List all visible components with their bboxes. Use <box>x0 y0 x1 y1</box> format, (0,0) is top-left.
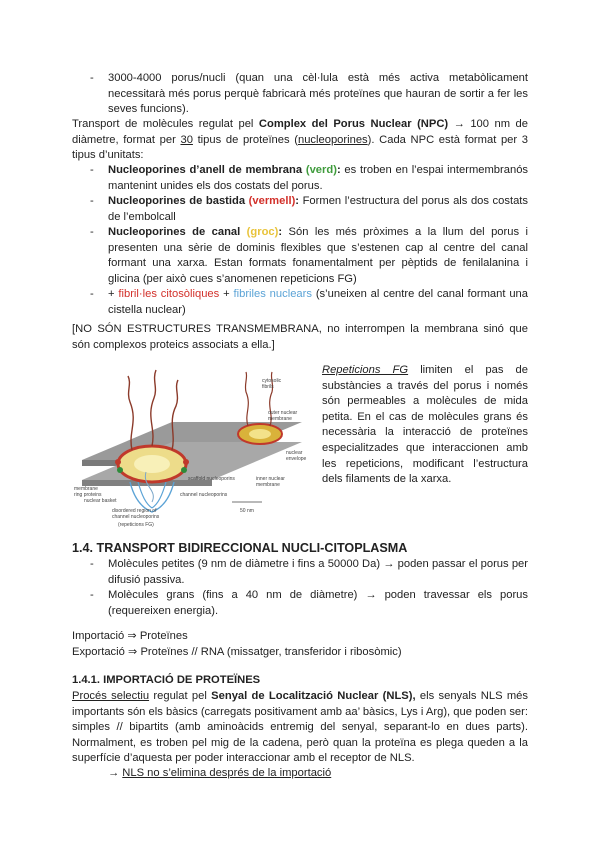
label-nuclear: nuclear <box>286 450 303 456</box>
label-inner-membrane-2: membrane <box>256 482 280 488</box>
unit-item-fibrils: + fibril·les citosòliques + fibriles nuclears (s’uneixen al centre del canal formant una cistella nuclear) <box>108 288 528 316</box>
bullet-dash: - <box>90 195 94 207</box>
label-membrane-ring: membrane <box>74 486 98 492</box>
bullet-dash: - <box>90 558 94 570</box>
bullet-dash: - <box>90 288 94 300</box>
label-outer-membrane-2: membrane <box>268 416 292 422</box>
nuclear-pore-figure <box>72 362 308 532</box>
label-basket: nuclear basket <box>84 498 117 504</box>
bullet-dash: - <box>90 164 94 176</box>
pores-per-nucleus-item: 3000-4000 porus/nucli (quan una cèl·lula està més activa metabòlicament necessitarà més porus perquè fabricarà més proteïnes que hauran de sortir a fer les seves funcions). <box>108 72 528 116</box>
nls-paragraph: Procés selectiu regulat pel Senyal de Localització Nuclear (NLS), els senyals NLS més importants són els bàsics (carregats positivament amb aa’ bàsics, Lys i Arg), que poden ser: simples // bipartits (amb aminoàcids entremig del senyal, separant-lo en dues parts). Normalment, es troben pel mig de la cadena, però quan la proteïna es plega queden a la superfície d’aquesta per poder interaccionar amb el receptor de NLS. <box>72 690 528 765</box>
import-line: Importació ⇒ Proteïnes <box>72 630 188 642</box>
unit-item-channel: Nucleoporines de canal (groc): Són les més pròximes a la llum del porus i presenten una sèrie de dominis flexibles que s’estenen cap al centre del canal formant una xarxa. Estan formats fonamentalment per pèptids de fenilalanina i glicina (per això cues s’anomenen repeticions FG) <box>108 226 528 285</box>
small-molecules-item: Molècules petites (9 nm de diàmetre i fins a 50000 Da) → poden passar el porus per difusió passiva. <box>108 558 528 586</box>
bullet-dash: - <box>90 589 94 601</box>
label-disordered-2: channel nucleoporins <box>112 514 160 520</box>
label-disordered: disordered region of <box>112 508 157 514</box>
label-fibrils: fibrils <box>262 384 274 390</box>
bullet-dash: - <box>90 226 94 238</box>
label-fg: (repeticions FG) <box>118 522 154 528</box>
unit-item-membrane-ring: Nucleoporines d’anell de membrana (verd): es troben en l’espai intermembranós mantenint unides els dos costats del porus. <box>108 164 529 192</box>
npc-paragraph: Transport de molècules regulat pel Complex del Porus Nuclear (NPC) → 100 nm de diàmetre, format per 30 tipus de proteïnes (nucleoporines). Cada NPC està format per 3 tipus d’unitats: <box>72 118 529 162</box>
transmembrane-note: [NO SÓN ESTRUCTURES TRANSMEMBRANA, no interrompen la membrana sinó que són complexos proteics associats a ella.] <box>72 323 528 351</box>
unit-item-scaffold: Nucleoporines de bastida (vermell): Formen l’estructura del porus als dos costats de l’embolcall <box>108 195 528 223</box>
label-scale: 50 nm <box>240 508 254 514</box>
fg-repeats-text: Repeticions FG limiten el pas de substàncies a través del porus i només són permeables a molècules de mida petita. En el cas de molècules grans és necessària la interacció de proteïnes especialitzades que interaccionen amb les repeticions, modificant l’estructura dels filaments de la xarxa. <box>322 364 528 486</box>
export-line: Exportació ⇒ Proteïnes // RNA (missatger, transferidor i ribosòmic) <box>72 646 402 658</box>
label-scaffold: scaffold nucleoporins <box>188 476 235 482</box>
label-channel: channel nucleoporins <box>180 492 228 498</box>
section-141-title: 1.4.1. IMPORTACIÓ DE PROTEÏNES <box>72 674 261 686</box>
large-molecules-item: Molècules grans (fins a 40 nm de diàmetre) → poden travessar els porus (requereixen energia). <box>108 589 528 617</box>
label-envelope: envelope <box>286 456 307 462</box>
nls-note: → NLS no s’elimina després de la importació <box>108 767 332 779</box>
label-inner-membrane: inner nuclear <box>256 476 285 482</box>
section-14-title: 1.4. TRANSPORT BIDIRECCIONAL NUCLI-CITOPLASMA <box>72 541 408 555</box>
bullet-dash: - <box>90 72 94 84</box>
label-outer-membrane: outer nuclear <box>268 410 298 416</box>
label-membrane-ring-2: ring proteins <box>74 492 102 498</box>
label-cytosolic: cytosolic <box>262 378 282 384</box>
